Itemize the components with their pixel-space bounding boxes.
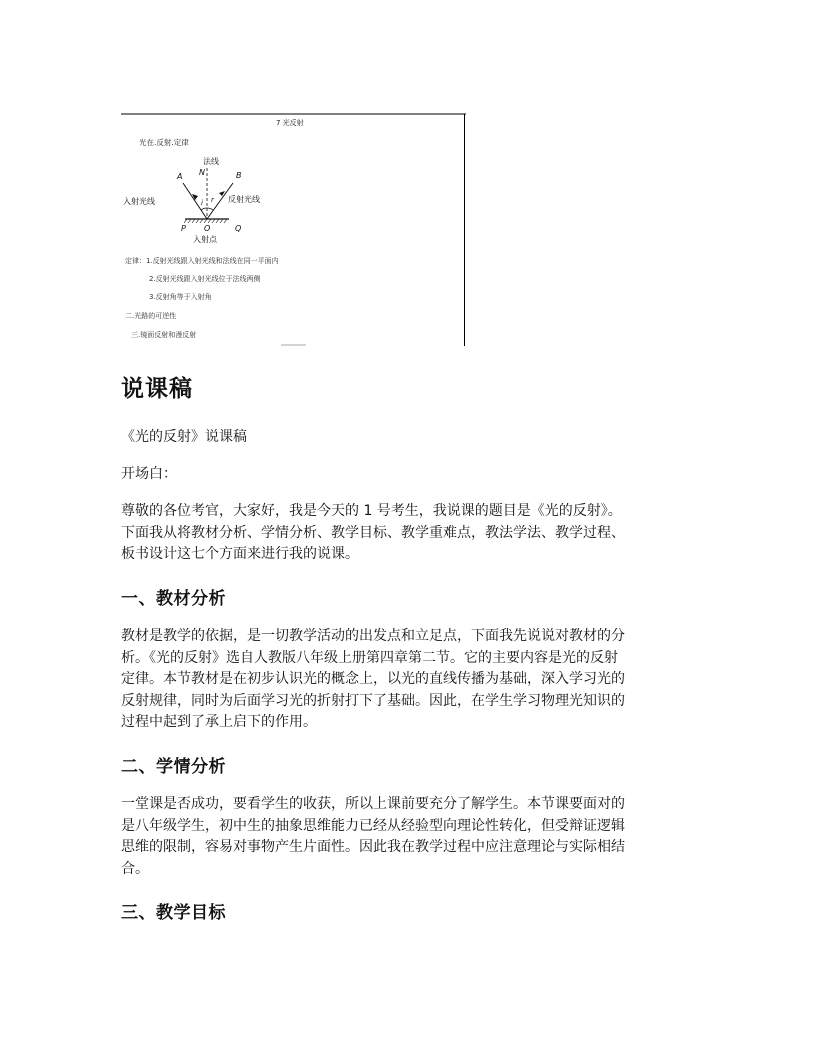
point-b-label: B xyxy=(236,171,242,180)
students-line: 是八年级学生，初中生的抽象思维能力已经从经验型向理论性转化，但受辩证逻辑 xyxy=(121,817,625,834)
mirror-hatching xyxy=(184,219,227,223)
angle-r-label: r xyxy=(211,196,214,204)
opening-label: 开场白： xyxy=(121,466,177,482)
blackboard-layout-image xyxy=(121,113,466,346)
board-section-1: 光在.反射.定律 xyxy=(139,138,189,147)
section-heading-objectives: 三、教学目标 xyxy=(121,903,226,923)
section-heading-students: 二、学情分析 xyxy=(121,757,226,777)
normal-label: 法线 xyxy=(203,157,219,166)
point-n-label: N xyxy=(199,168,205,177)
students-line: 一堂课是否成功，要看学生的收获，所以上课前要充分了解学生。本节课要面对的 xyxy=(121,796,625,812)
section-heading-materials: 一、教材分析 xyxy=(121,589,226,609)
reflected-ray-label: 反射光线 xyxy=(228,195,260,204)
document-subtitle: 《光的反射》说课稿 xyxy=(121,429,247,445)
materials-paragraph xyxy=(121,626,699,734)
materials-line: 反射规律，同时为后面学习光的折射打下了基础。因此，在学生学习物理光知识的 xyxy=(121,692,625,709)
incidence-point-label: 入射点 xyxy=(193,235,217,244)
point-o-label: O xyxy=(204,224,211,233)
intro-line: 板书设计这七个方面来进行我的说课。 xyxy=(121,546,359,562)
materials-line: 析。《光的反射》选自人教版八年级上册第四章第二节。它的主要内容是光的反射 xyxy=(121,649,618,666)
point-p-label: P xyxy=(181,224,186,233)
law-line-3: 3.反射角等于入射角 xyxy=(149,293,212,301)
reflection-diagram xyxy=(123,156,260,244)
angle-i-label: i xyxy=(201,199,203,207)
angle-r-arc xyxy=(207,208,213,210)
point-a-label: A xyxy=(177,172,183,181)
students-line: 合。 xyxy=(121,860,149,877)
materials-line: 定律。本节教材是在初步认识光的概念上，以光的直线传播为基础，深入学习光的 xyxy=(121,671,625,687)
intro-line: 尊敬的各位考官，大家好，我是今天的 1 号考生，我说课的题目是《光的反射》。 xyxy=(121,503,622,519)
intro-line: 下面我从将教材分析、学情分析、教学目标、教学重难点，教法学法、教学过程、 xyxy=(121,524,625,541)
angle-i-arc xyxy=(201,208,207,210)
board-section-3: 三.镜面反射和漫反射 xyxy=(131,331,197,339)
law-line-2: 2.反射光线跟入射光线位于法线两侧 xyxy=(149,275,261,283)
intro-paragraph xyxy=(121,501,699,566)
incident-ray xyxy=(183,183,207,219)
students-line: 思维的限制，容易对事物产生片面性。因此我在教学过程中应注意理论与实际相结 xyxy=(121,839,625,855)
board-title: 7 光反射 xyxy=(276,119,304,127)
board-section-2: 二.光路的可逆性 xyxy=(125,312,177,320)
document-title: 说课稿 xyxy=(121,376,193,402)
incident-ray-label: 入射光线 xyxy=(123,197,155,206)
law-line-1: 定律：1.反射光线跟入射光线和法线在同一平面内 xyxy=(125,257,279,265)
students-paragraph xyxy=(121,794,699,880)
point-q-label: Q xyxy=(235,224,242,233)
materials-line: 过程中起到了承上启下的作用。 xyxy=(121,714,317,730)
materials-line: 教材是教学的依据，是一切教学活动的出发点和立足点，下面我先说说对教材的分 xyxy=(121,628,625,644)
